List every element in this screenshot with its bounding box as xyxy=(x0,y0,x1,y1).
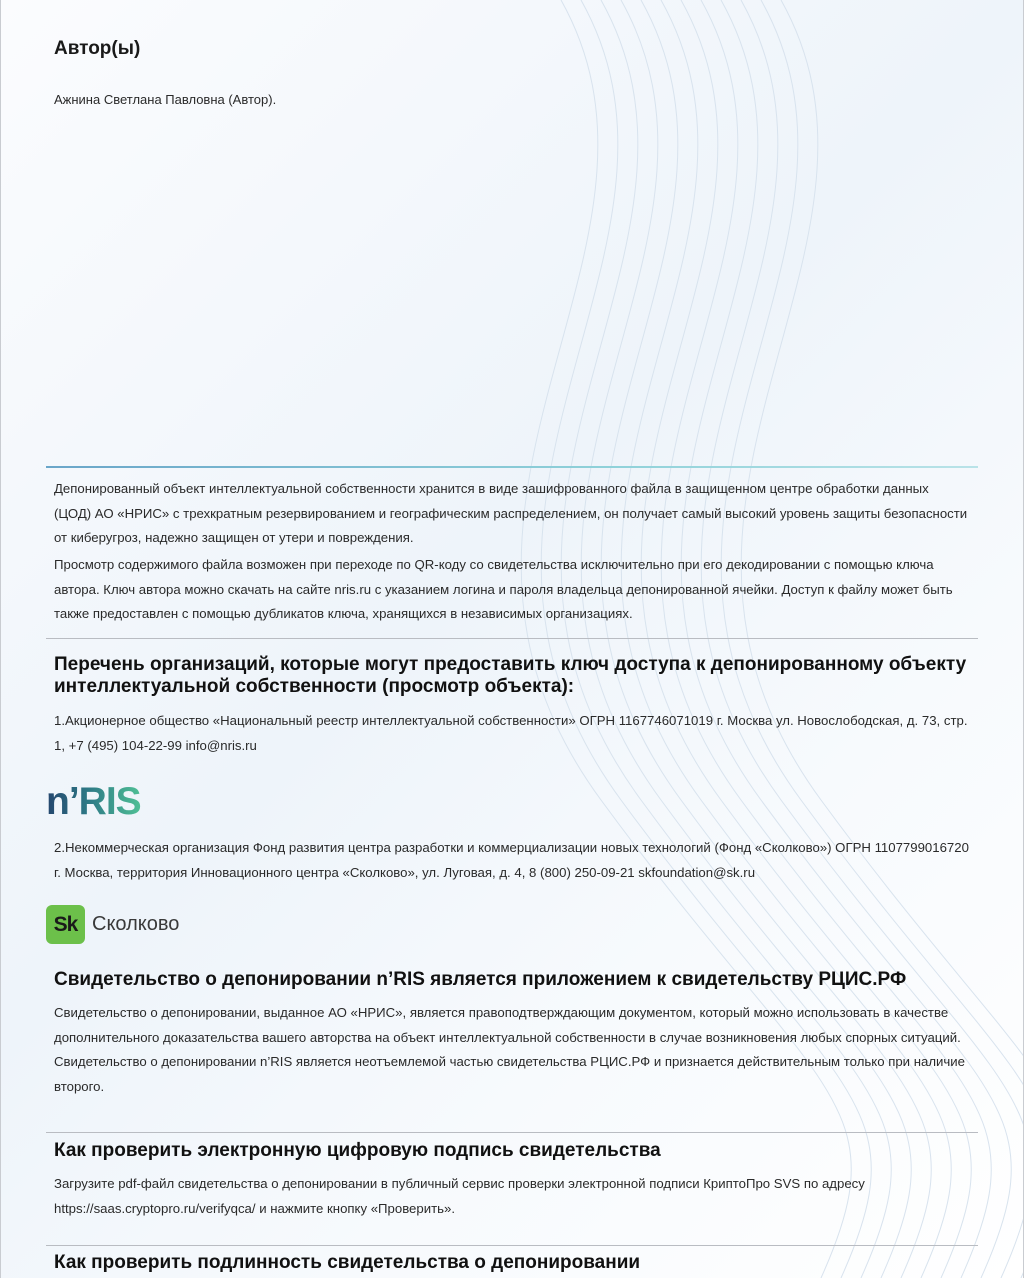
organization-skolkovo-details: 2.Некоммерческая организация Фонд развития центра разработки и коммерциализации новых технологий (Фонд «Сколково») ОГРН 1107799016720 г. Москва, территория Инновационного центра «Сколково», ул. Луговая, д. 4, 8 (800) 250-09-21 skfoundation@sk.ru xyxy=(54,840,969,880)
signature-check-heading: Как проверить электронную цифровую подпись свидетельства xyxy=(54,1140,661,1161)
organizations-heading: Перечень организаций, которые могут предоставить ключ доступа к депонированному объекту интеллектуальной собственности (просмотр объекта): xyxy=(54,654,967,697)
section-divider-accent xyxy=(46,466,978,468)
nris-logo xyxy=(46,776,150,827)
organization-nris-details: 1.Акционерное общество «Национальный реестр интеллектуальной собственности» ОГРН 1167746071019 г. Москва ул. Новослободская, д. 73, стр. 1, +7 (495) 104-22-99 info@nris.ru xyxy=(54,713,968,753)
appendix-heading: Свидетельство о депонировании n’RIS является приложением к свидетельству РЦИС.РФ xyxy=(54,969,907,990)
authors-heading: Автор(ы) xyxy=(54,38,141,59)
access-paragraph: Просмотр содержимого файла возможен при переходе по QR-коду со свидетельства исключительно при его декодировании с помощью ключа автора. Ключ автора можно скачать на сайте nris.ru с указанием логина и пароля владельца депонированной ячейки. Доступ к файлу может быть также предоставлен с помощью дубликатов ключа, хранящихся в независимых организациях. xyxy=(54,557,953,621)
skolkovo-logo xyxy=(46,905,179,944)
skolkovo-logo-badge: Sk xyxy=(46,905,85,944)
nris-logo-text: n’RIS xyxy=(46,780,141,822)
signature-check-paragraph: Загрузите pdf-файл свидетельства о депонировании в публичный сервис проверки электронной подписи КриптоПро SVS по адресу https://saas.cryptopro.ru/verifyqca/ и нажмите кнопку «Проверить». xyxy=(54,1176,865,1216)
section-divider xyxy=(46,1132,978,1133)
storage-paragraph: Депонированный объект интеллектуальной собственности хранится в виде зашифрованного файла в защищенном центре обработки данных (ЦОД) АО «НРИС» с трехкратным резервированием и географическим распределением, он получает самый высокий уровень защиты безопасности от киберугроз, надежно защищен от утери и повреждения. xyxy=(54,481,968,545)
skolkovo-logo-name: Сколково xyxy=(92,913,180,935)
authenticity-heading: Как проверить подлинность свидетельства о депонировании xyxy=(54,1252,641,1273)
section-divider xyxy=(46,638,978,639)
appendix-paragraph: Свидетельство о депонировании, выданное АО «НРИС», является правоподтверждающим документом, который можно использовать в качестве дополнительного доказательства вашего авторства на объект интеллектуальной собственности в случае возникновения любых спорных ситуаций. Свидетельство о депонировании n’RIS является неотъемлемой частью свидетельства РЦИС.РФ и признается действительным только при наличие второго. xyxy=(54,1005,965,1094)
authors-list: Ажнина Светлана Павловна (Автор). xyxy=(54,92,277,107)
section-divider xyxy=(46,1245,978,1246)
